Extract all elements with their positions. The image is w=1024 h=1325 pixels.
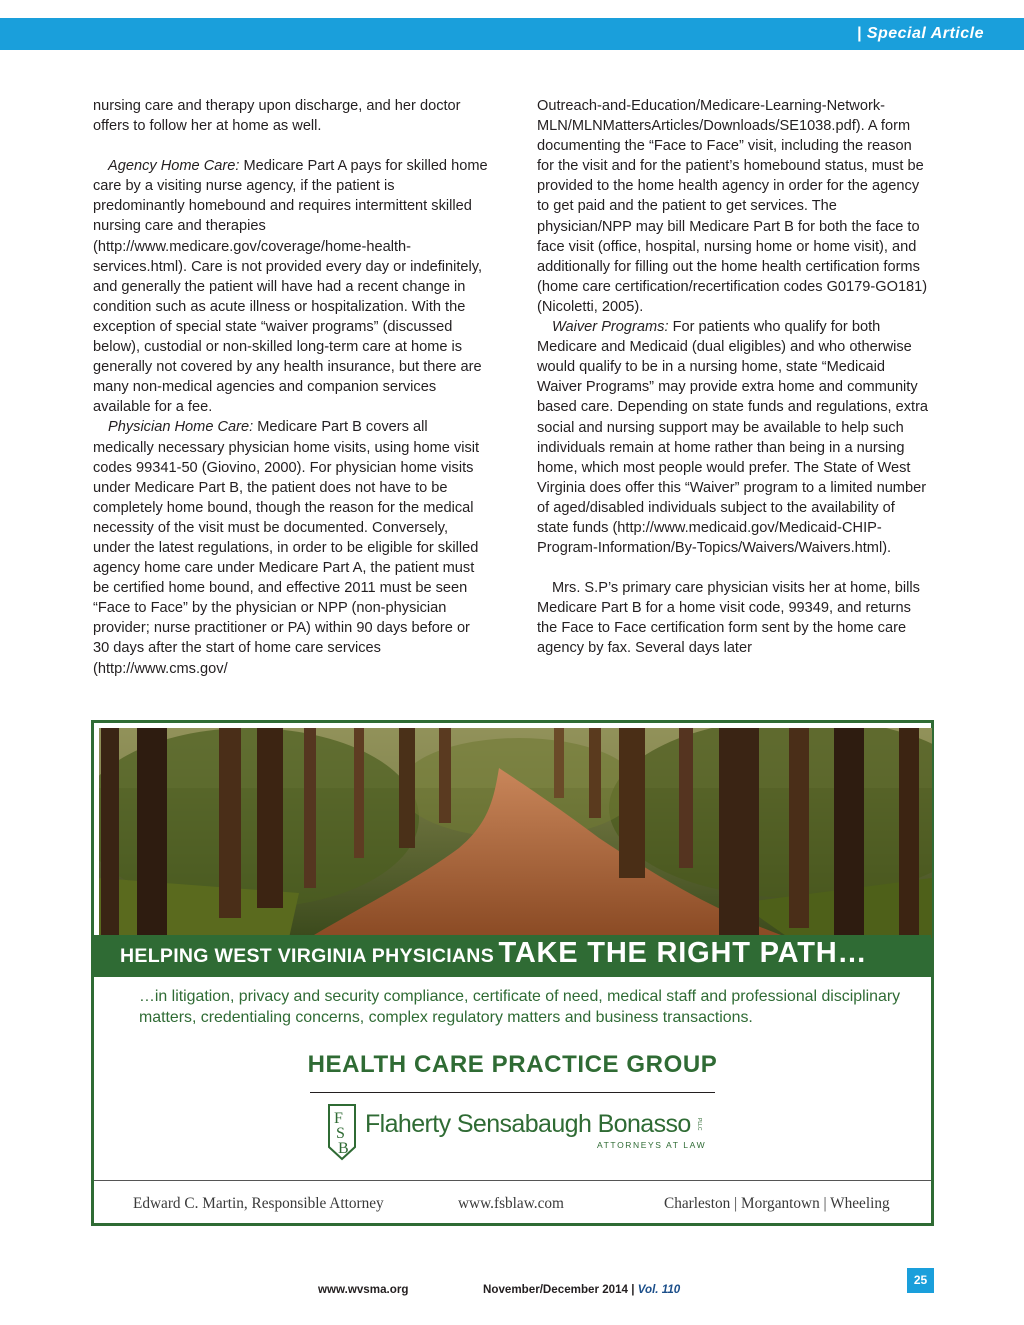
paragraph-lead: Physician Home Care: [108,419,254,436]
paragraph: Outreach-and-Education/Medicare-Learning-Network-MLN/MLNMattersArticles/Downloads/SE1038.pdf). A form documenting the “Face to Face” visit, including the reason for the visit and for the patient’s homebound status, must be provided to the home health agency in order for the agency to get paid and the patient to get services. The physician/NPP may bill Medicare Part B for both the face to face visit (office, hospital, nursing home or home visit), and additionally for filling out the home health certification forms (home care certification/recertification codes G0179-GO181) (Nicoletti, 2005). [537,98,928,315]
section-label: | Special Article [856,25,984,42]
footer-issue-date: November/December 2014 | [483,1283,635,1296]
ad-banner [94,935,931,977]
firm-website: www.fsblaw.com [458,1195,564,1212]
paragraph-body: For patients who qualify for both Medicare and Medicaid (dual eligibles) and who otherwise would qualify to be in a nursing home, state “Medicaid Waiver Programs” may provide extra home and community based care. Depending on state funds and regulations, extra social and nursing support may be available to help such individuals remain at home rather than being in a nursing home, which most people would prefer. The State of West Virginia does offer this “Waiver” program to a limited number of aged/disabled individuals subject to the availability of state funds (http://www.medicaid.gov/Medicaid-CHIP-Program-Information/By-Topics/Waivers/Waivers.html). [537,319,929,557]
firm-suffix: PLLC [696,1118,702,1131]
fsb-logo-icon [325,1103,359,1161]
banner-small-text: HELPING WEST VIRGINIA PHYSICIANS [120,945,494,967]
article-left-column [93,96,489,679]
paragraph-waiver-programs [537,317,929,558]
article-right-column [537,96,929,659]
paragraph-lead: Agency Home Care: [108,158,240,175]
paragraph-lead: Waiver Programs: [552,319,669,336]
paragraph-agency-home-care [93,156,489,417]
footer-website: www.wvsma.org [318,1283,409,1296]
banner-big-text: TAKE THE RIGHT PATH… [498,937,868,969]
paragraph: nursing care and therapy upon discharge, and her doctor offers to follow her at home as well. [93,98,461,135]
paragraph: Mrs. S.P’s primary care physician visits her at home, bills Medicare Part B for a home visit code, 99349, and returns the Face to Face certification form sent by the home care agency by fax. Several days later [537,580,920,657]
firm-name: Flaherty Sensabaugh Bonasso [365,1110,691,1138]
page-number: 25 [907,1268,934,1293]
ad-footer-divider [94,1180,931,1181]
paragraph-body: Medicare Part B covers all medically necessary physician home visits, using home visit codes 99341-50 (Giovino, 2000). For physician home visits under Medicare Part B, the patient does not have to be completely home bound, though the reason for the medical necessity of the visit must be documented. Conversely, under the latest regulations, in order to be eligible for skilled agency home care under Medicare Part A, the patient must be certified home bound, and effective 2011 must be seen “Face to Face” by the physician or NPP (non-physician provider; nurse practitioner or PA) within 90 days before or 30 days after the start of home care services (http://www.cms.gov/ [93,419,480,677]
svg-text:F: F [334,1110,343,1127]
divider-rule [310,1092,715,1093]
footer-volume: Vol. 110 [637,1283,681,1296]
forest-path-image [99,728,932,938]
footer-issue [483,1283,680,1296]
paragraph-body: Medicare Part A pays for skilled home care by a visiting nurse agency, if the patient is predominantly homebound and requires intermittent skilled nursing care and therapies (http://www.medicare.gov/coverage/home-health-services.html). Care is not provided every day or indefinitely, and generally the patient will have had a recent change in condition such as acute illness or hospitalization. With the exception of special state “waiver programs” (discussed below), custodial or non-skilled long-term care at home is generally not covered by any health insurance, but there are many non-medical agencies and companion services available for a fee. [93,158,488,416]
practice-group-title: HEALTH CARE PRACTICE GROUP [307,1051,718,1078]
banner-headline [120,937,867,970]
firm-locations: Charleston | Morgantown | Wheeling [664,1195,890,1212]
advertisement [91,720,934,1226]
firm-subtitle: ATTORNEYS AT LAW [597,1140,707,1150]
responsible-attorney: Edward C. Martin, Responsible Attorney [133,1195,384,1212]
svg-text:B: B [338,1140,349,1157]
svg-text:S: S [336,1125,345,1142]
paragraph-physician-home-care [93,417,489,678]
header-band [0,18,1024,50]
ad-description: …in litigation, privacy and security compliance, certificate of need, medical staff and professional disciplinary matters, credentialing concerns, complex regulatory matters and business transactions. [139,988,901,1026]
